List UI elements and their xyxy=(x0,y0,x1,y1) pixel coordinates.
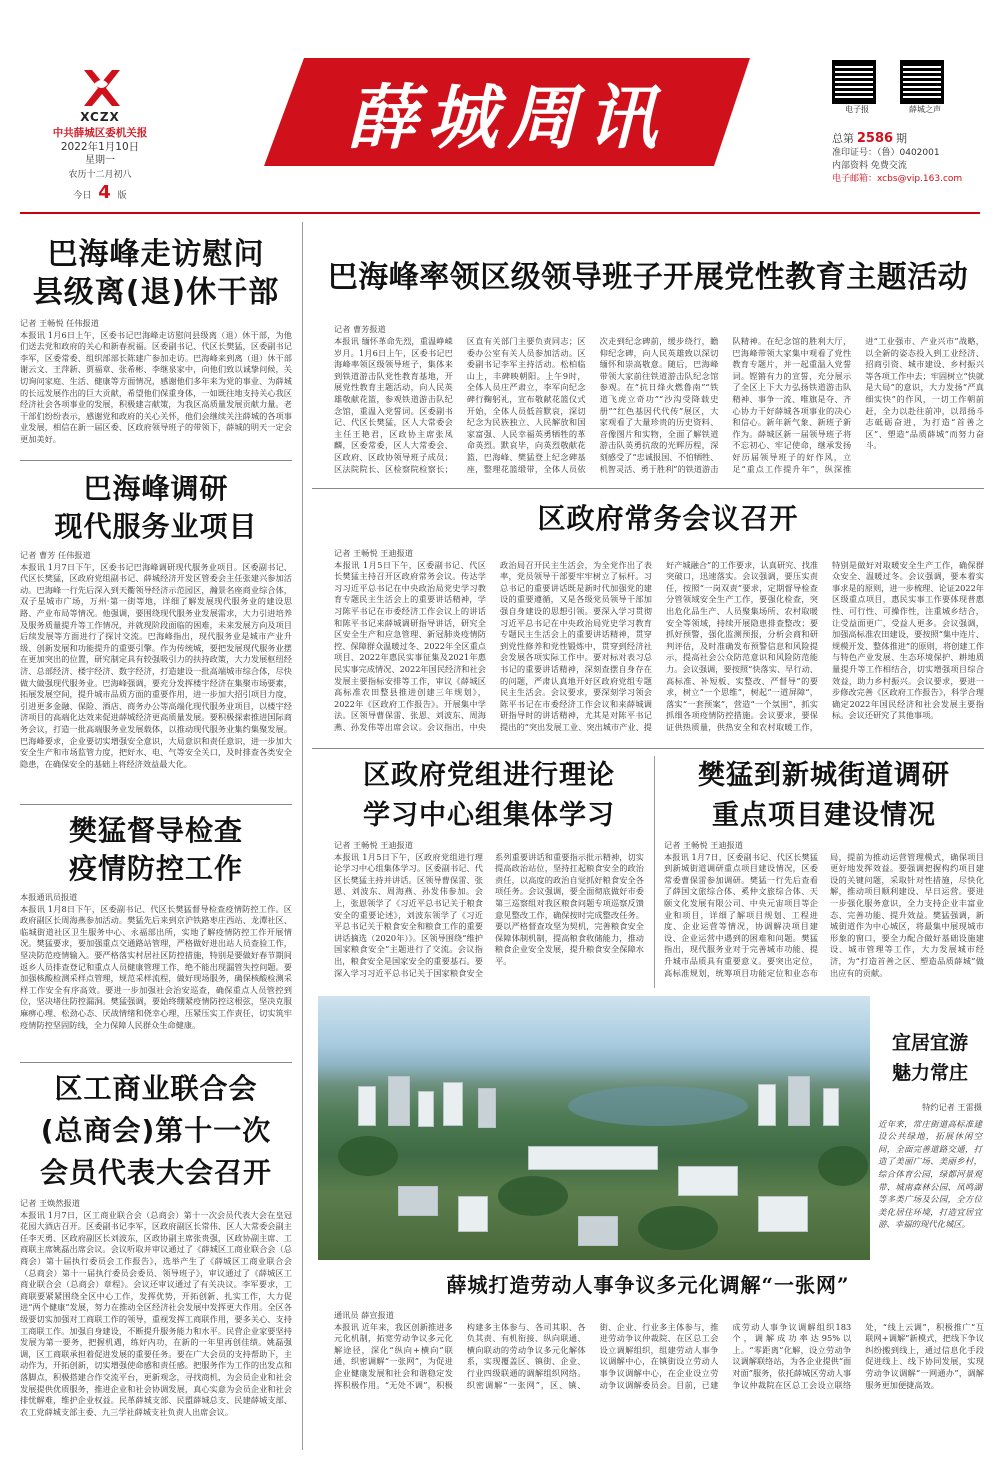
article-title: 樊猛督导检查 疫情防控工作 xyxy=(68,814,243,885)
qr-code-epaper[interactable] xyxy=(832,60,882,115)
qr-label: 薛城之声 xyxy=(909,105,941,114)
article-theory-study xyxy=(312,756,646,980)
article-title: 区政府常务会议召开 xyxy=(537,502,799,535)
article-body: 本报讯 1月7日，区委副书记、代区长樊猛到新城街道调研重点项目建设情况，区委常委曹保雷参加调研。樊猛一行先后查看了薛国文旅综合体、奚仲文旅综合体、天颐文化发展有限公司、中央元宙项目等企业和项目，详细了解项目规划、工程进度、企业运营等情况，协调解决项目建设、企业运营中遇到的困难和问题。樊猛指出，现代服务业对于完善城市功能、提升城市品质具有重要意义。要突出定位，高标准规划，统筹项目功能定位和业态布局，提前为推动运营管理模式，确保项目更好地发挥效益。要强调把握构约项目建设的关键问题，采取针对性措施，尽快化解，推动项目顺利建设、早日运营。要进一步强化服务意识，全力支持企业丰富业态、完善功能、提升效益。樊猛强调，新城街道作为中心城区，将最集中展现城市形象的窗口，要全力配合做好基础设施建设、城市管理等工作，大力发展城市经济，为“打造首善之区、塑造品质薛城”做出应有的贡献。 xyxy=(664,851,984,978)
article-executive-meeting xyxy=(312,498,984,738)
article-key-projects xyxy=(664,756,984,980)
section-divider xyxy=(20,460,292,461)
article-byline: 记者 王畅悦 任伟报道 xyxy=(20,318,99,328)
article-body: 本报讯 1月5日下午，区委副书记、代区长樊猛主持召开区政府常务会议。传达学习习近平总书记在中央政治局党史学习教育专题民主生活会上的重要讲话精神，学习陈平书记在市委经济工作会议上的讲话和陈平书记来薛城调研指导讲话，研究全区安全生产和应急管理、新冠肺炎疫情防控、保障群众温暖过冬、2022年全区重点项目、2022年惠民实事征集及2021年惠民实事完成情况、2022年国民经济和社会发展主要指标安排等工作，审议《薛城区高标准农田整县推进创建三年规划》，2022年《区政府工作报告》。开展集中学法。区领导曹保雷、张恩、刘波东、周海燕、孙发伟等出席会议。会议指出，中央政治局召开民主生活会，为全党作出了表率，党员领导干部要牢牢树立了标杆。习总书记的重要讲话既是新时代加强党的建设的重要遵循，又是各级党员领导干部加强自身建设的思想引领。要深入学习贯彻习近平总书记在中央政治局党史学习教育专题民主生活会上的重要讲话精神，贯穿到党性修养和党性锻炼中，贯穿到经济社会发展各项实际工作中。要对标对表习总书记的重要讲话精神，深刻查摆自身存在的问题，严肃认真地开好区政府党组专题民主生活会。会议要求，要深刻学习领会陈平书记在市委经济工作会议和来薛城调研指导时的讲话精神，尤其是对陈平书记提出的“突出发展工业、突出城市产业、提好产城融合”的工作要求，认真研究、找准突破口，迅速落实。会议强调，要压实责任，按照“一岗双责”要求，定期督导检查分管领域安全生产工作，要强化检查，突出危化品生产、人员聚集场所、农村取暖安全等领域，持续开展隐患排查整改；要抓好预警，强化监测预报，分析会商和研判评估，及时准确发布预警信息和风险提示，提高社会公众防范意识和风险防范能力。会议强调，要按照“快落实、早行动、高标准、补短板、实整改、严督导”的要求，树立“一个思维”，树起“一道屏障”，落实“一套预案”，营造“一个氛围”，抓实抓细各项疫情防控措施。会议要求，要保证供热质量，供热安全和农村取暖工作，特别是做好对取暖安全生产工作，确保群众安全、温暖过冬。会议强调，要本着实事求是的原则，进一步梳理、论证2022年区级重点项目，惠民实事工作要体现普惠性、可行性、可操作性，注重城乡结合，让受益面更广，受益人更多。会议强调，加强高标准农田建设，要按照“集中连片、规模开发、整体推进”的原则，将创建工作与特色产业发展、生态环境保护、耕地质量提升等工作相结合，切实增强项目综合效益，助力乡村振兴。会议要求，要进一步修改完善《区政府工作报告》，科学合理确定2022年国民经济和社会发展主要指标。会议还研究了其他事项。 xyxy=(334,559,984,732)
article-title: 薛城打造劳动人事争议多元化调解“一张网” xyxy=(446,1273,850,1297)
issue-date: 2022年1月10日 xyxy=(60,141,140,153)
article-title: 巴海峰率领区级领导班子开展党性教育主题活动 xyxy=(327,260,969,295)
article-title: 区工商业联合会 (总商会)第十一次 会员代表大会召开 xyxy=(39,1072,272,1189)
masthead-divider xyxy=(20,212,980,214)
publication-info xyxy=(30,126,170,203)
article-body: 本报讯 缅怀革命先烈，重温峥嵘岁月。1月6日上午，区委书记巴海峰率领区级领导班子，集体来到铁道游击队党性教育基地，开展党性教育主题活动，向人民英雄敬献花篮，参观铁道游击队纪念馆，重温入党誓词。区委副书记、代区长樊猛，区人大常委会主任王艳君，区政协主席张凤麟，区委常委，区人大常委会、区政府、区政协领导班子成员；区法院院长、区检察院检察长；区直有关部门主要负责同志；区委办公室有关人员参加活动。区委副书记李军主持活动。松柏临山上，丰碑映朝阳。上午9时，全体人员庄严肃立，李军向纪念碑行鞠躬礼，宣布敬献花篮仪式开始，全体人员低首默哀，深切纪念为民族独立、人民解放和国家富强、人民幸福英勇牺牲的革命英烈。默哀毕，向英烈敬献花篮，巴海峰、樊猛登上纪念碑基座，整理花篮缎带，全体人员依次走到纪念碑前，缓步绕行，瞻仰纪念碑，向人民英雄致以深切缅怀和崇高敬意。随后，巴海峰带领大家前往铁道游击队纪念馆参观。在“抗日烽火燃鲁南”“铁道飞虎立奇功”“沙沟受降载史册”“红色基因代代传”展区，大家观看了大量珍贵的历史资料、音像图片和实物，全面了解铁道游击队英勇抗敌的光辉历程，深刻感受了“忠诚报国、不怕牺牲、机智灵活、勇于胜利”的铁道游击队精神。在纪念馆的胜利大厅，巴海峰带领大家集中观看了党性教育专题片，并一起重温入党誓词。铿锵有力的宣誓，充分展示了全区上下大力弘扬铁道游击队精神、事争一流、唯旗是夺、齐心协力干好薛城各项事业的决心和信心。新年新气象、新班子新作为。薛城区新一届领导班子将不忘初心、牢记使命，继承发扬好历届领导班子的好作风，立足“重点工作提升年”，纵深推进“工业强市、产业兴市”战略，以全新的姿态投入到工业经济、招商引资、城市建设、乡村振兴等各项工作中去；牢固树立“快就是大局”的意识，大力发扬“严真细实快”的作风，一切工作朝前赶，全力以赴往前冲，以昂扬斗志砥砺奋进，为打造“首善之区”、塑造“品质薛城”而努力奋斗。 xyxy=(334,336,984,474)
section-divider xyxy=(20,1062,292,1063)
article-body: 本报讯 1月7日下午，区委书记巴海峰调研现代服务业项目。区委副书记、代区长樊猛，区政府党组副书记、薛城经济开发区管委会主任张建兴参加活动。巴海峰一行先后深入到天衢领导经济示范园区，瀚景名座商业综合体，双子星城市广场，万州·第一街等地，详细了解发展现代服务业的建设思路、产业布局等情况。他强调，要围绕现代服务业发展需求，大力引进培养及服务质量提升等工作情况，并就现阶段面临的困难，未来发展方向及项目后续发展等方面进行了探讨交流。巴海峰指出，现代服务业是城市产业升级、创新发展和功能提升的重要引擎。作为传统城，要把发展现代服务业摆在更加突出的位置，研究制定具有较强吸引力的扶持政策，大力发展枢纽经济、总部经济、楼宇经济、数字经济，打造建设一批高端城市综合体，尽快做大做强现代服务业。巴海峰强调，要充分发挥楼宇经济在集聚市场要素，拓展发展空间，提升城市品质方面的重要作用，进一步加大招引项目力度，引进更多金融、保险、酒店、商务办公等高端化现代服务业项目，以楼宇经济项目的高端化达效来促进薛城经济更高质量发展。要积极探索推进国际商务会议，打造一批高端服务业发展载体，以推动现代服务业集约集聚发展。巴海峰要求，企业要切实增强安全意识，大局意识和责任意识，进一步加大安全生产和市场监管力度，把好水、电、气等安全关口，及时排查各类安全隐患，在确保安全的基础上将经济效益最大化。 xyxy=(20,561,292,769)
article-title: 区政府党组进行理论 学习中心组集体学习 xyxy=(363,760,615,831)
section-divider xyxy=(20,804,292,805)
article-title: 巴海峰走访慰问 县级离(退)休干部 xyxy=(32,237,280,310)
column-divider xyxy=(654,756,655,988)
qr-code-voice[interactable] xyxy=(900,60,950,115)
city-aerial-photo xyxy=(318,996,870,1260)
article-byline: 记者 王畅悦 王迪报道 xyxy=(334,548,413,558)
caption-body: 近年来，常庄街道高标准建设公共绿地，拓展休闲空间，全面完善道路交通，打造了美丽广场、美丽乡村，综合体育公园，绿都河景观带、城南森林公园、凤鸣湖等多类广场及公园，全方位美化居住环境，打造宜居宜游、幸福的现代化城区。 xyxy=(878,1118,982,1230)
article-byline: 记者 曹芳 任伟报道 xyxy=(20,550,91,560)
issue-number: 总第 2586 期 xyxy=(832,131,907,146)
article-service-industry xyxy=(20,470,292,794)
masthead-banner xyxy=(264,58,750,166)
article-title: 巴海峰调研 现代服务业项目 xyxy=(54,472,258,543)
article-body: 本报讯 1月6日上午，区委书记巴海峰走访慰问县级离（退）休干部，为他们送去党和政府的关心和新春祝福。区委副书记、代区长樊猛，区委副书记李军，区委常委、组织部部长陈建广参加走访。巴海峰来到离（退）休干部谢云文、王萍新、贾福章、张希彬、李继泉家中，向他们致以诚挚问候，关切询问家庭、生活、健康等方面情况，感谢他们多年来为党的事业、为薛城的长远发展作出的巨大贡献，希望他们保重身体，一如既往地支持关心我区经济社会各项事业的发展，积极建言献策，为我区高质量发展贡献力量。老干部们纷纷表示，感谢党和政府的关心关怀，他们会继续关注薛城的各项事业发展，相信在新一届区委、区政府领导班子的带领下，薛城的明天一定会更加美好。 xyxy=(20,329,292,444)
qr-icon xyxy=(900,60,944,104)
issue-info xyxy=(832,132,992,186)
photo-caption xyxy=(878,1028,982,1231)
article-body: 本报讯 1月7日，区工商业联合会（总商会）第十一次会员代表大会在皇冠花园大酒店召开。区委副书记李军，区政府副区长常伟、区人大常委会副主任李天勇、区政府副区长刘波东，区政协副主席张贵强，区政协副主席、工商联主席姚磊出席会议。会议听取并审议通过了《薛城区工商业联合会（总商会）第十届执行委员会工作报告》，选举产生了《薛城区工商业联合会（总商会）第十一届执行委员会委员、领导班子》，审议通过了《薛城区工商业联合会（总商会）章程》。会议还审议通过了有关决议。李军要求，工商联要紧紧围绕全区中心工作，发挥优势，开拓创新、扎实工作，大力促进“两个健康”发展，努力在推动全区经济社会发展中发挥更大作用。全区各级要切实加强对工商联工作的领导，重视发挥工商联作用，要多关心、支持工商联工作。加强自身建设，不断提升服务能力和水平。民营企业家要坚持发展为第一要务，把握机遇，练好内功，在新的一年里再创佳绩。姚磊强调，区工商联承担着促进发展的重要任务。要在广大会员的支持帮助下，主动作为，开拓创新，切实增强使命感和责任感。把服务作为工作的出发点和落脚点，积极搭建合作交流平台，更新观念，寻找商机，为会员企业和社会发展提供优质服务，推进企业和社会协调发展，真心实意为会员企业和社会排忧解难，维护企业权益。民革薛城支部、民盟薛城总支、民建薛城支部、农工党薛城支部主委、九三学社薛城支社负责人出席会议。 xyxy=(20,1209,292,1417)
article-byline: 记者 王焕然报道 xyxy=(20,1198,80,1208)
article-commerce-congress xyxy=(20,1068,292,1454)
section-divider xyxy=(312,748,984,749)
article-body: 本报讯 1月5日下午，区政府党组进行理论学习中心组集体学习。区委副书记、代区长樊猛主持并讲话。区领导曹保雷、张恩、刘波东、周海燕、孙发伟参加。会上，张恩领学了《习近平总书记关于粮食安全的重要论述》，刘波东领学了《习近平总书记关于粮食安全和粮食工作的重要讲话摘选（2020年）》。区领导围绕“维护国家粮食安全”主题进行了交流。会议指出，粮食安全是国家安全的重要基石。要深入学习习近平总书记关于国家粮食安全系列重要讲话和重要指示批示精神，切实提高政治站位，坚持扛起粮食安全的政治责任，以高度的政治自觉抓好粮食安全各项任务。会议强调，要全面彻底做好市委第三巡察组对我区粮食问题专项巡察反馈意见整改工作，确保按时完成整改任务。要以严格督查攻坚为契机，完善粮食安全保障体制机制，提高粮食收储能力，推动粮食企业安全发展，提升粮食安全保障水平。 xyxy=(334,851,644,978)
article-epidemic-inspection xyxy=(20,812,292,1056)
weekday: 星期一 xyxy=(85,155,115,166)
article-byline: 记者 王畅悦 王迪报道 xyxy=(664,840,743,850)
lunar-date: 农历十二月初八 xyxy=(68,170,132,180)
article-body: 本报讯 1月8日下午，区委副书记、代区长樊猛督导检查疫情防控工作。区政府副区长周海燕参加活动。樊猛先后来到京沪铁路枣庄西站、龙潭社区、临城街道社区卫生服务中心、永福部出所，实地了解疫情防控工作开展情况。樊猛要求，要加强重点交通路站管理，严格做好进出站人员查验工作，坚决防范疫情输入。要严格落实村居社区防控措施，特别是要做好春节期间返乡人员排查登记和重点人员健康管理工作，绝不能出现漏管失控问题。要加强核酸检测采样点管理，规范采样流程，做好现场服务，确保核酸检测采样工作安全有序高效。要进一步加强社会治安巡查，确保重点人员管控到位，坚决堵住防控漏洞。樊猛强调，要始终绷紧疫情防控这根弦，坚决克服麻痹心理、松劲心态、厌战情绪和侥幸心理，压紧压实工作责任，切实筑牢疫情防控坚固防线，全力保障人民群众生命健康。 xyxy=(20,903,292,1030)
permit-number: 准印证号：（鲁）0402001 xyxy=(832,148,940,158)
newspaper-title: 薛城周讯 xyxy=(347,75,667,159)
article-byline: 本报通讯员报道 xyxy=(20,892,78,902)
publisher: 中共薛城区委机关报 xyxy=(52,127,148,139)
email: 电子邮箱：xcbs@vip.163.com xyxy=(832,174,963,184)
article-labor-mediation xyxy=(312,1270,984,1438)
qr-label: 电子报 xyxy=(845,105,869,114)
article-visit-retired-cadres xyxy=(20,236,292,446)
caption-author: 特约记者 王雷摄 xyxy=(922,1102,982,1112)
article-body: 本报讯 近年来，我区创新推进多元化机制，拓宽劳动争议多元化解途径，深化“纵向+横向”联通，织密调解“一张网”，为促进企业健康发展和社会和谐稳定发挥积极作用。“无处不调”，积极构建多主体参与、各司其职、各负其责、有机衔接、纵向联通、横向联动的劳动争议多元化解体系，实现覆盖区、镇街、企业、行业四级联通的调解组织网络。织密调解“一张网”，区、镇、街、企业、行业多主体参与，推进劳动争议仲裁院、在区总工会设立调解组织，组建劳动人事争议调解中心，在镇街设立劳动人事争议调解中心，在企业设立劳动争议调解委员会。目前，已建成劳动人事争议调解组织183个，调解成功率达95%以上。“零距离”化解，设立劳动争议调解联络站，为各企业提供“面对面”服务，依托薛城区劳动人事争议仲裁院在区总工会设立联络处，“线上云调”，积极推广“互联网+调解”新模式，把线下争议纠纷搬到线上，通过信息化手段促进线上、线下协同发展，实现劳动争议调解“一网通办”，调解服务更加便捷高效。 xyxy=(334,1321,984,1390)
article-party-education xyxy=(312,258,984,474)
page-count: 今日 4 版 xyxy=(73,182,127,203)
article-byline: 通讯员 薛宣报道 xyxy=(334,1310,394,1320)
column-divider xyxy=(302,222,303,1450)
article-byline: 记者 王畅悦 王迪报道 xyxy=(334,840,413,850)
article-title: 樊猛到新城街道调研 重点项目建设情况 xyxy=(698,760,950,831)
caption-title: 宜居宜游 魅力常庄 xyxy=(891,1032,968,1084)
qr-icon xyxy=(832,60,876,104)
xczx-logo-icon xyxy=(78,66,122,110)
section-divider xyxy=(312,488,984,489)
article-byline: 记者 曹芳报道 xyxy=(334,324,386,334)
logo-text: XCZX xyxy=(80,110,120,124)
internal-note: 内部资料 免费交流 xyxy=(832,161,907,171)
